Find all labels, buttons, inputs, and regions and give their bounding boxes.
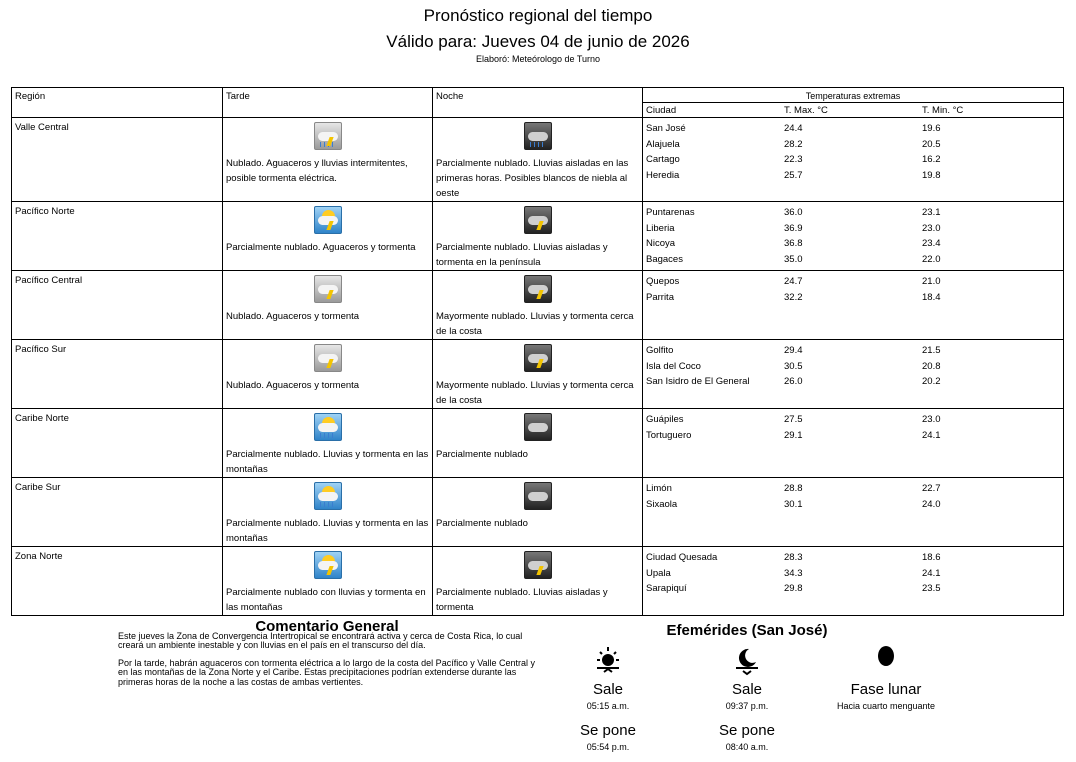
city-tmax: 29.8	[784, 583, 803, 595]
moonset-label: Se pone	[719, 722, 775, 739]
afternoon-description: Nublado. Aguaceros y lluvias intermitentes, posible tormenta eléctrica.	[226, 158, 408, 184]
city-tmin: 20.5	[922, 138, 941, 150]
city-tmin: 21.0	[922, 276, 941, 288]
partly-cloudy-storm-icon	[314, 206, 342, 234]
sunrise-icon	[595, 646, 621, 676]
night-cell	[433, 478, 643, 547]
city-name: Golfito	[646, 345, 674, 357]
city-tmax: 28.3	[784, 552, 803, 564]
city-name: Sixaola	[646, 498, 678, 510]
night-storm-icon	[524, 551, 552, 579]
header-temperaturas: Temperaturas extremas	[643, 88, 1063, 103]
night-description: Parcialmente nublado. Lluvias aisladas en las primeras horas. Posibles blancos de niebla al oeste	[436, 158, 629, 199]
night-cell	[433, 547, 643, 616]
city-row	[646, 428, 1060, 444]
night-cell	[433, 340, 643, 409]
city-tmin: 20.8	[922, 360, 941, 372]
city-row	[646, 343, 1060, 359]
table-row	[12, 118, 1064, 202]
night-description: Mayormente nublado. Lluvias y tormenta cerca de la costa	[436, 311, 634, 337]
city-name: San Isidro de El General	[646, 376, 750, 388]
city-tmax: 36.8	[784, 238, 803, 250]
table-row	[12, 547, 1064, 616]
city-tmin: 19.6	[922, 123, 941, 135]
table-header-row	[12, 88, 1064, 118]
temperature-cell	[643, 409, 1064, 478]
region-name: Pacífico Sur	[12, 340, 223, 409]
night-partly-cloudy-icon	[524, 413, 552, 441]
forecast-table	[11, 87, 1064, 616]
city-tmax: 30.5	[784, 360, 803, 372]
city-name: Liberia	[646, 222, 675, 234]
city-name: Limón	[646, 483, 672, 495]
city-row	[646, 221, 1060, 237]
city-name: Tortuguero	[646, 429, 692, 441]
city-name: Sarapiquí	[646, 583, 687, 595]
city-name: Upala	[646, 567, 671, 579]
header-tmax: T. Max. °C	[784, 105, 828, 116]
city-name: Guápiles	[646, 414, 684, 426]
afternoon-cell	[223, 202, 433, 271]
night-cloudy-storm-icon	[524, 344, 552, 372]
comment-paragraph-2: Por la tarde, habrán aguaceros con tormenta eléctrica a lo largo de la costa del Pacífico y Valle Central y en las montañas de la Zona Norte y el Caribe. Estas precipitaciones podrían extenderse durante las primeras horas de la noche a las costas de ambas vertientes.	[118, 657, 536, 687]
city-tmin: 16.2	[922, 154, 941, 166]
city-tmax: 24.7	[784, 276, 803, 288]
moonrise-block	[707, 646, 787, 711]
city-tmin: 24.1	[922, 567, 941, 579]
city-row	[646, 581, 1060, 597]
moon-phase-icon	[873, 646, 899, 676]
header-temps	[643, 88, 1064, 118]
afternoon-cell	[223, 118, 433, 202]
moonset-block	[707, 722, 787, 752]
city-name: Puntarenas	[646, 207, 695, 219]
partly-cloudy-rain-icon	[314, 482, 342, 510]
city-tmax: 25.7	[784, 169, 803, 181]
city-tmax: 36.0	[784, 207, 803, 219]
city-name: Alajuela	[646, 138, 680, 150]
header-region: Región	[12, 88, 223, 118]
city-tmax: 28.2	[784, 138, 803, 150]
author: Elaboró: Meteórologo de Turno	[475, 54, 601, 64]
region-name: Caribe Norte	[12, 409, 223, 478]
afternoon-cell	[223, 271, 433, 340]
city-row	[646, 412, 1060, 428]
night-cloudy-storm-icon	[524, 275, 552, 303]
city-row	[646, 205, 1060, 221]
city-tmax: 32.2	[784, 291, 803, 303]
afternoon-description: Parcialmente nublado. Aguaceros y tormenta	[226, 242, 416, 253]
moonrise-icon	[734, 646, 760, 676]
city-row	[646, 137, 1060, 153]
city-tmin: 22.7	[922, 483, 941, 495]
night-description: Parcialmente nublado	[436, 449, 528, 460]
city-row	[646, 359, 1060, 375]
city-row	[646, 168, 1060, 184]
temperature-cell	[643, 118, 1064, 202]
table-row	[12, 271, 1064, 340]
sunrise-time: 05:15 a.m.	[586, 701, 630, 711]
temperature-cell	[643, 547, 1064, 616]
afternoon-description: Nublado. Aguaceros y tormenta	[226, 380, 360, 391]
city-row	[646, 152, 1060, 168]
moonset-time: 08:40 a.m.	[725, 742, 769, 752]
night-description: Parcialmente nublado. Lluvias aisladas y tormenta	[436, 587, 608, 613]
city-tmin: 24.1	[922, 429, 941, 441]
table-row	[12, 340, 1064, 409]
city-tmin: 23.5	[922, 583, 941, 595]
sunset-time: 05:54 p.m.	[586, 742, 630, 752]
header-tmin: T. Min. °C	[922, 105, 964, 116]
cloudy-storm-icon	[314, 344, 342, 372]
region-name: Caribe Sur	[12, 478, 223, 547]
afternoon-description: Parcialmente nublado con lluvias y tormenta en las montañas	[226, 587, 426, 613]
night-description: Parcialmente nublado	[436, 518, 528, 529]
city-tmin: 20.2	[922, 376, 941, 388]
city-name: Isla del Coco	[646, 360, 701, 372]
table-row	[12, 478, 1064, 547]
city-row	[646, 550, 1060, 566]
sunset-block	[568, 722, 648, 752]
city-tmax: 29.1	[784, 429, 803, 441]
header-ciudad: Ciudad	[646, 105, 677, 116]
night-cell	[433, 409, 643, 478]
city-row	[646, 566, 1060, 582]
ephemeris-title: Efemérides (San José)	[666, 622, 828, 639]
city-tmin: 19.8	[922, 169, 941, 181]
city-row	[646, 497, 1060, 513]
region-name: Pacífico Norte	[12, 202, 223, 271]
city-tmax: 22.3	[784, 154, 803, 166]
valid-date: Válido para: Jueves 04 de junio de 2026	[386, 32, 690, 51]
city-tmin: 22.0	[922, 253, 941, 265]
header-noche: Noche	[433, 88, 643, 118]
night-partly-cloudy-icon	[524, 482, 552, 510]
city-tmax: 30.1	[784, 498, 803, 510]
page-title: Pronóstico regional del tiempo	[423, 6, 653, 25]
cloudy-rain-storm-icon	[314, 122, 342, 150]
night-description: Mayormente nublado. Lluvias y tormenta cerca de la costa	[436, 380, 634, 406]
night-description: Parcialmente nublado. Lluvias aisladas y tormenta en la península	[436, 242, 608, 268]
afternoon-cell	[223, 340, 433, 409]
city-tmin: 23.0	[922, 222, 941, 234]
city-tmin: 24.0	[922, 498, 941, 510]
city-row	[646, 481, 1060, 497]
city-tmin: 23.1	[922, 207, 941, 219]
moon-phase-block	[826, 646, 946, 711]
moon-phase-label: Fase lunar	[850, 681, 922, 698]
temperature-cell	[643, 271, 1064, 340]
night-rain-icon	[524, 122, 552, 150]
city-tmax: 26.0	[784, 376, 803, 388]
temperature-cell	[643, 202, 1064, 271]
city-tmin: 21.5	[922, 345, 941, 357]
night-cell	[433, 118, 643, 202]
city-tmax: 29.4	[784, 345, 803, 357]
afternoon-cell	[223, 547, 433, 616]
city-row	[646, 252, 1060, 268]
city-row	[646, 374, 1060, 390]
city-name: Cartago	[646, 154, 680, 166]
city-tmax: 35.0	[784, 253, 803, 265]
night-cell	[433, 202, 643, 271]
afternoon-description: Nublado. Aguaceros y tormenta	[226, 311, 360, 322]
afternoon-description: Parcialmente nublado. Lluvias y tormenta en las montañas	[226, 518, 429, 544]
header-tarde: Tarde	[223, 88, 433, 118]
city-tmax: 34.3	[784, 567, 803, 579]
afternoon-description: Parcialmente nublado. Lluvias y tormenta en las montañas	[226, 449, 429, 475]
city-tmin: 18.6	[922, 552, 941, 564]
region-name: Pacífico Central	[12, 271, 223, 340]
city-row	[646, 236, 1060, 252]
city-tmax: 28.8	[784, 483, 803, 495]
city-name: Parrita	[646, 291, 674, 303]
city-name: Heredia	[646, 169, 680, 181]
partly-cloudy-storm-icon	[314, 551, 342, 579]
city-row	[646, 274, 1060, 290]
moonrise-label: Sale	[731, 681, 763, 698]
city-name: Nicoya	[646, 238, 676, 250]
city-name: San José	[646, 123, 686, 135]
sunrise-block	[568, 646, 648, 711]
moon-phase-value: Hacia cuarto menguante	[836, 701, 936, 711]
city-tmax: 36.9	[784, 222, 803, 234]
sunrise-label: Sale	[592, 681, 624, 698]
city-tmax: 27.5	[784, 414, 803, 426]
partly-cloudy-rain-icon	[314, 413, 342, 441]
city-name: Bagaces	[646, 253, 683, 265]
region-name: Valle Central	[12, 118, 223, 202]
city-name: Quepos	[646, 276, 680, 288]
table-row	[12, 202, 1064, 271]
region-name: Zona Norte	[12, 547, 223, 616]
comment-paragraph-1: Este jueves la Zona de Convergencia Intertropical se encontrará activa y cerca de Costa Rica, lo cual creará un ambiente inestable y con lluvias en el país en el transcurso del día.	[118, 630, 523, 650]
table-row	[12, 409, 1064, 478]
city-tmin: 23.0	[922, 414, 941, 426]
afternoon-cell	[223, 409, 433, 478]
afternoon-cell	[223, 478, 433, 547]
city-tmin: 23.4	[922, 238, 941, 250]
city-row	[646, 290, 1060, 306]
temperature-cell	[643, 478, 1064, 547]
cloudy-storm-icon	[314, 275, 342, 303]
city-name: Ciudad Quesada	[646, 552, 718, 564]
night-storm-icon	[524, 206, 552, 234]
general-comment	[118, 618, 536, 695]
city-tmax: 24.4	[784, 123, 803, 135]
comment-title: Comentario General	[255, 618, 399, 635]
night-cell	[433, 271, 643, 340]
city-tmin: 18.4	[922, 291, 941, 303]
moonrise-time: 09:37 p.m.	[725, 701, 769, 711]
temperature-cell	[643, 340, 1064, 409]
city-row	[646, 121, 1060, 137]
sunset-label: Se pone	[580, 722, 636, 739]
